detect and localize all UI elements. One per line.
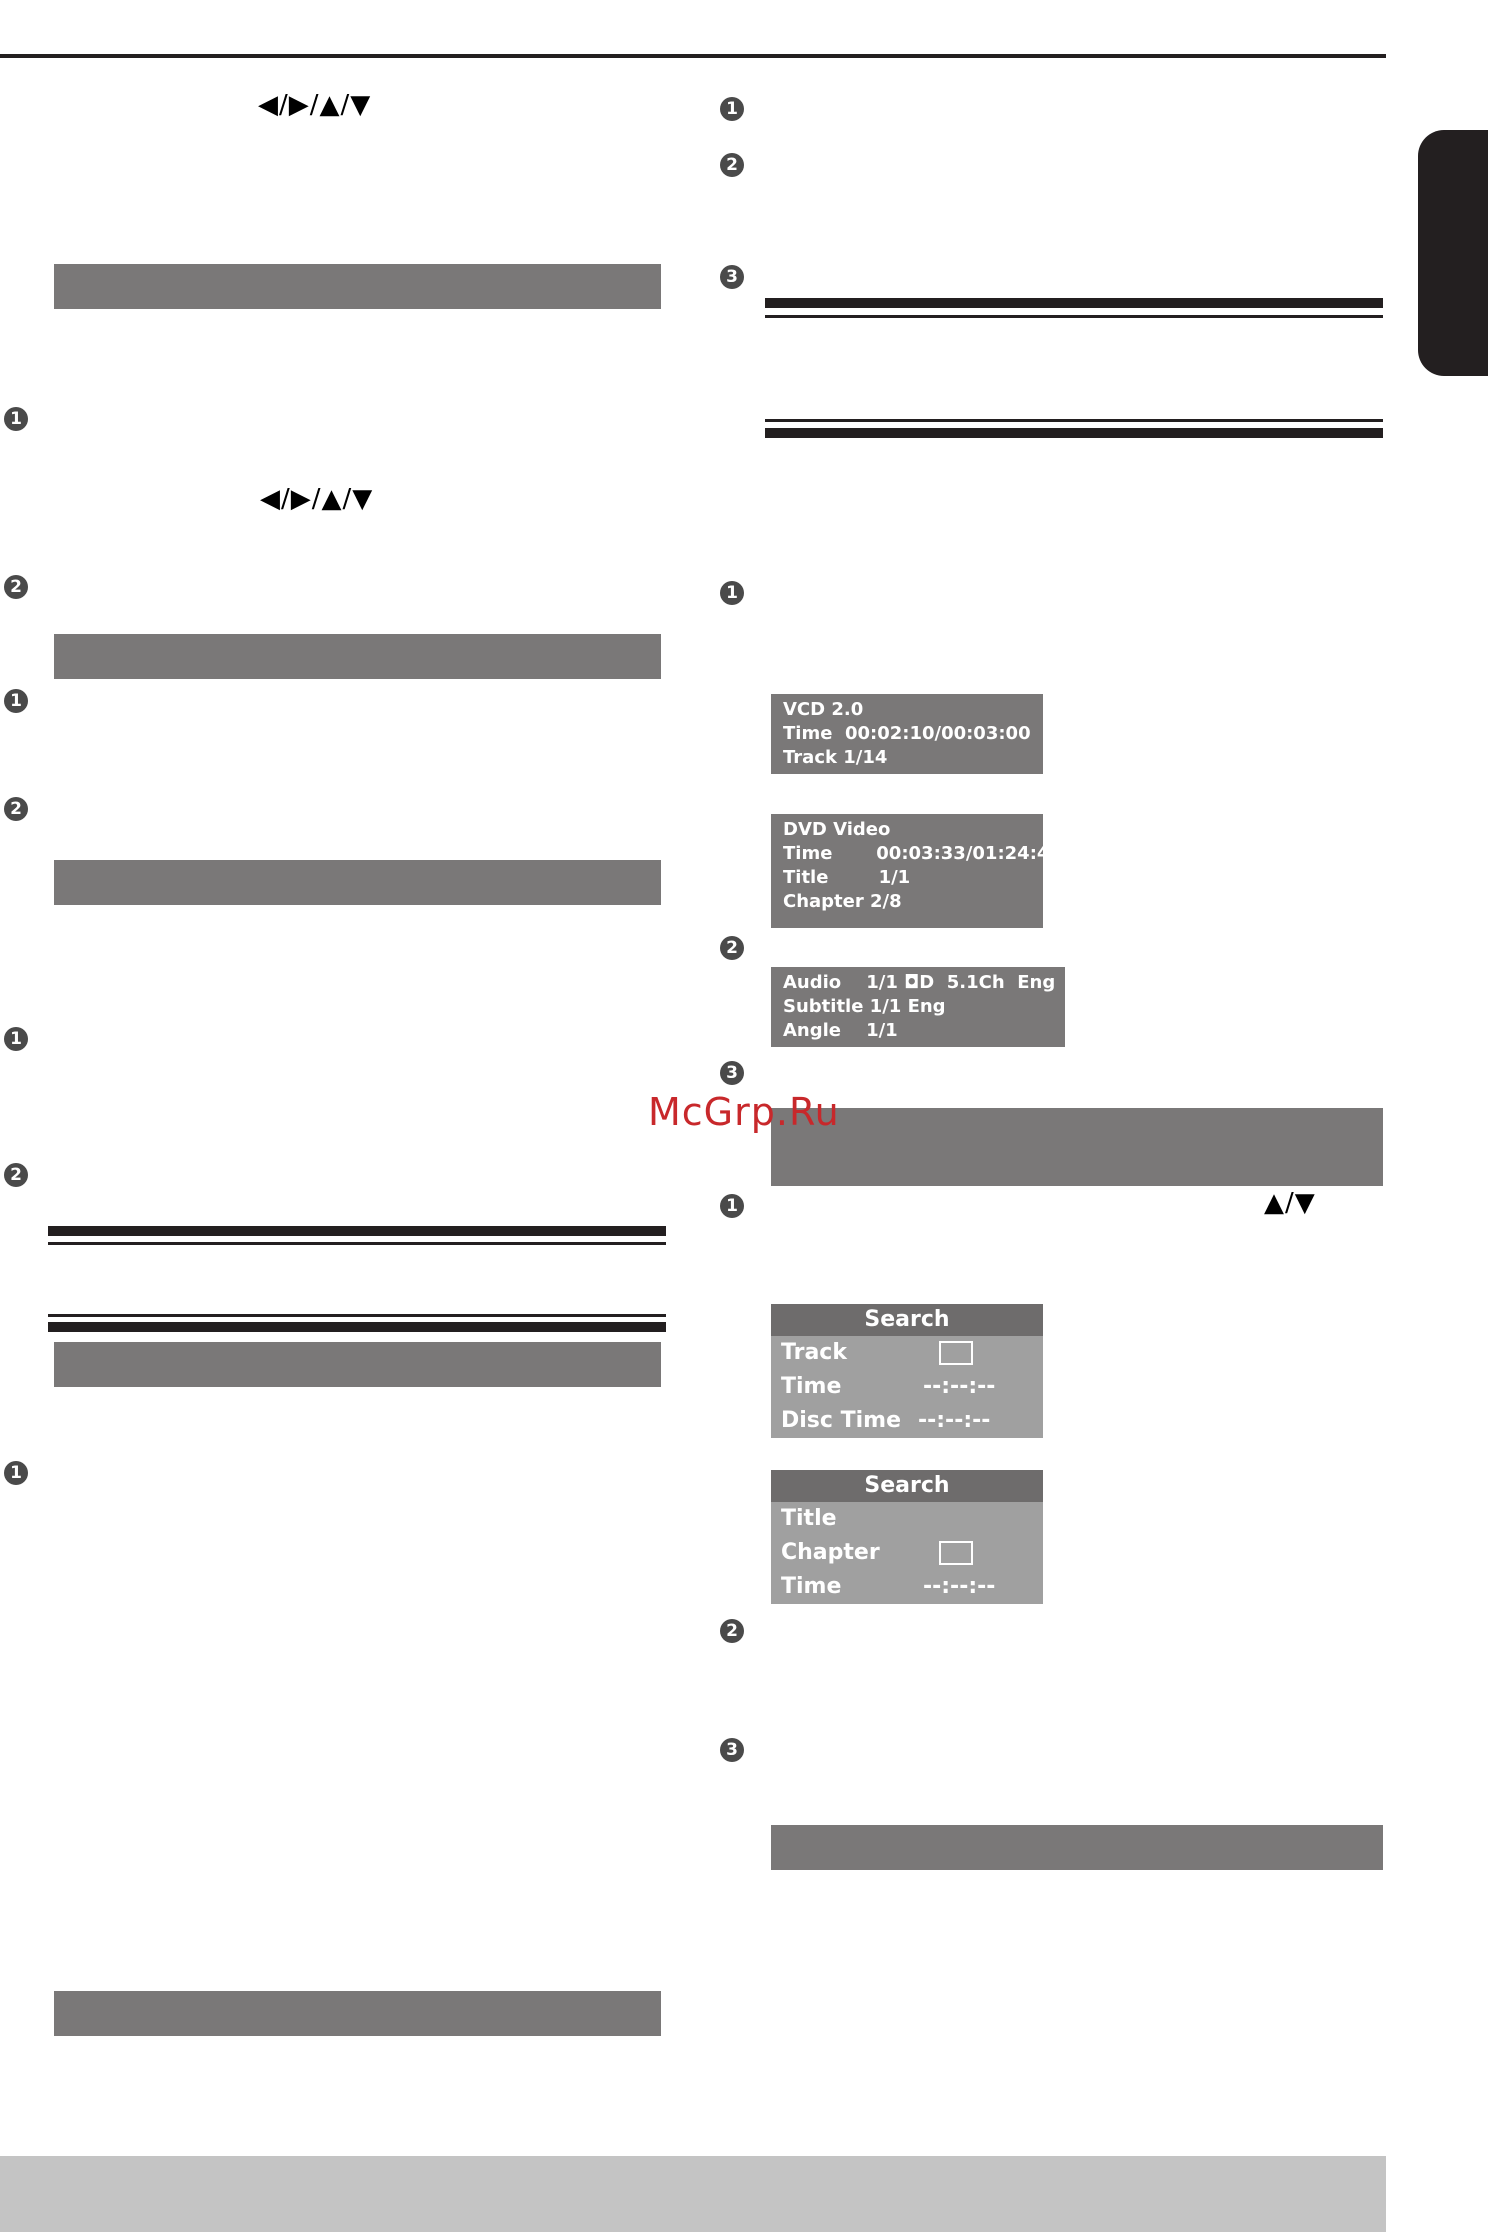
heading-rule-thick — [48, 1322, 666, 1332]
watermark-text: McGrp.Ru — [648, 1090, 840, 1134]
audio-label: Audio — [783, 972, 842, 993]
step-number: 2 — [4, 1163, 28, 1187]
osd-line: Subtitle 1/1 Eng — [783, 996, 946, 1017]
section-header-bar — [54, 264, 661, 309]
heading-rule-thin — [48, 1314, 666, 1317]
heading-rule-thick — [48, 1226, 666, 1236]
search-menu-vcd — [771, 1304, 1043, 1438]
section-header-bar — [771, 1825, 1383, 1870]
track-label: Track — [781, 1340, 847, 1365]
search-row-track — [771, 1336, 1043, 1370]
step-number: 1 — [720, 97, 744, 121]
up-down-arrows-icon: ▲/▼ — [1264, 1188, 1316, 1218]
step-number: 3 — [720, 1061, 744, 1085]
heading-rule-thin — [48, 1242, 666, 1245]
search-row-title — [771, 1502, 1043, 1536]
step-number: 1 — [4, 1027, 28, 1051]
disc-time-value: --:--:-- — [918, 1408, 991, 1433]
osd-line: Time 00:02:10/00:03:00 — [783, 723, 1031, 744]
vcd-osd-panel — [771, 694, 1043, 774]
heading-rule-thin — [765, 419, 1383, 422]
audio-value: 1/1 — [866, 972, 898, 993]
osd-line: VCD 2.0 — [783, 699, 864, 720]
osd-line: Title 1/1 — [783, 867, 911, 888]
osd-line: Track 1/14 — [783, 747, 888, 768]
disc-time-label: Disc Time — [781, 1408, 901, 1433]
section-header-bar — [54, 1342, 661, 1387]
nav-arrows-icon: ◀/▶/▲/▼ — [258, 90, 372, 120]
dvd-osd-panel — [771, 814, 1062, 928]
step-number: 3 — [720, 1738, 744, 1762]
heading-rule-thin — [765, 315, 1383, 318]
section-header-bar — [54, 1991, 661, 2036]
search-row-disc-time — [771, 1404, 1043, 1438]
osd-line: Time 00:03:33/01:24:46 — [783, 843, 1062, 864]
osd-audio-line — [783, 971, 1056, 995]
step-number: 2 — [4, 575, 28, 599]
top-rule — [0, 54, 1386, 58]
step-number: 1 — [4, 1461, 28, 1485]
nav-arrows-icon: ◀/▶/▲/▼ — [260, 484, 374, 514]
search-title: Search — [771, 1470, 1043, 1502]
step-number: 2 — [720, 936, 744, 960]
search-menu-dvd — [771, 1470, 1043, 1604]
section-header-bar — [771, 1108, 1383, 1186]
audio-osd-panel — [771, 967, 1065, 1047]
time-value: --:--:-- — [923, 1574, 996, 1599]
search-title: Search — [771, 1304, 1043, 1336]
section-header-bar — [54, 634, 661, 679]
heading-rule-thick — [765, 298, 1383, 308]
step-number: 2 — [720, 153, 744, 177]
step-number: 1 — [720, 581, 744, 605]
search-row-time — [771, 1370, 1043, 1404]
step-number: 2 — [720, 1619, 744, 1643]
osd-line: Angle 1/1 — [783, 1020, 898, 1041]
dolby-icon: ◘D — [904, 972, 935, 993]
step-number: 1 — [4, 689, 28, 713]
footer-band — [0, 2156, 1386, 2232]
section-header-bar — [54, 860, 661, 905]
chapter-label: Chapter — [781, 1540, 880, 1565]
time-label: Time — [781, 1374, 842, 1399]
search-row-time — [771, 1570, 1043, 1604]
step-number: 3 — [720, 265, 744, 289]
language-tab — [1418, 130, 1488, 376]
time-value: --:--:-- — [923, 1374, 996, 1399]
step-number: 2 — [4, 797, 28, 821]
search-row-chapter — [771, 1536, 1043, 1570]
title-label: Title — [781, 1506, 837, 1531]
osd-line: Chapter 2/8 — [783, 891, 902, 912]
heading-rule-thick — [765, 428, 1383, 438]
step-number: 1 — [4, 407, 28, 431]
track-entry-box[interactable] — [939, 1341, 973, 1365]
audio-format: 5.1Ch Eng — [946, 972, 1056, 993]
step-number: 1 — [720, 1194, 744, 1218]
osd-line: DVD Video — [783, 819, 891, 840]
chapter-entry-box[interactable] — [939, 1541, 973, 1565]
time-label: Time — [781, 1574, 842, 1599]
